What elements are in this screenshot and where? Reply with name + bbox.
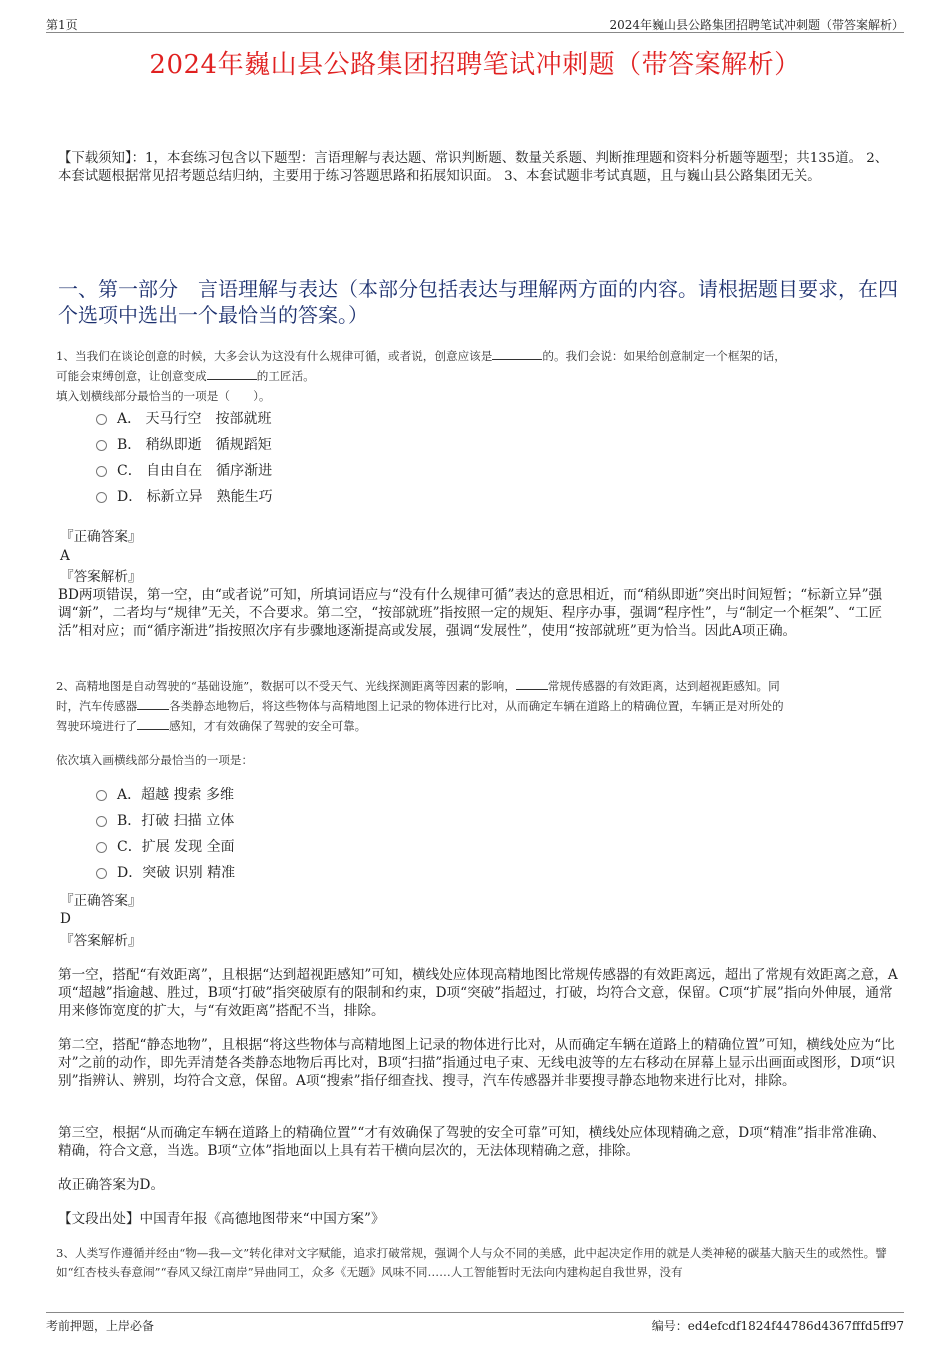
footer-slogan: 考前押题，上岸必备 [46,1319,155,1333]
question-2-stem: 2、高精地图是自动驾驶的“基础设施”，数据可以不受天气、光线探测距离等因素的影响， 常规传感器的有效距离，达到超视距感知。同 时，汽车传感器 各类静态地物后，将这些物体与高精地图上记录的物体进行比对，从而确定车辆在道路上的精确位置，车辆正是对所处的 驾驶环境进行了 感知，才有效确保了驾驶的安全可靠。 [56,679,784,733]
blank [207,379,257,380]
q2-analysis-label: 『答案解析』 [60,933,142,949]
q1-text-c: 可能会束缚创意，让创意变成 [56,369,207,383]
q1-analysis: BD两项错误，第一空，由“或者说”可知，所填词语应与“没有什么规律可循”表达的意思相近，而“稍纵即逝”突出时间短暂；“标新立异”强调“新”，二者均与“规律”无关，不合要求。第二空，“按部就班”指按照一定的规矩、程序办事，强调“程序性”，与“制定一个框架”、“工匠活”相对应；而“循序渐进”指按照次序有步骤地逐渐提高或发展，强调“发展性”，使用“按部就班”更为恰当。因此A项正确。 [58,587,883,639]
section-heading: 一、第一部分 言语理解与表达（本部分包括表达与理解两方面的内容。请根据题目要求，在四个选项中选出一个最恰当的答案。） [58,277,898,327]
page-header [46,14,904,33]
blank [492,359,542,360]
q2-answer-label: 『正确答案』 [60,893,142,909]
q1-answer-label: 『正确答案』 [60,529,142,545]
radio-icon[interactable] [96,414,107,425]
page-footer [46,1312,904,1333]
header-doc-title: 2024年巍山县公路集团招聘笔试冲刺题（带答案解析） [609,18,904,32]
radio-icon[interactable] [96,466,107,477]
radio-icon[interactable] [96,440,107,451]
radio-icon[interactable] [96,492,107,503]
q2-option-c[interactable]: C．扩展 发现 全面 [96,834,235,860]
q2-options [96,782,235,886]
radio-icon[interactable] [96,816,107,827]
download-notice: 【下载须知】：1，本套练习包含以下题型：言语理解与表达题、常识判断题、数量关系题、判断推理题和资料分析题等题型；共135道。 2、本套试题根据常见招考题总结归纳，主要用于练习答题思路和拓展知识面。 3、本套试题非考试真题，且与巍山县公路集团无关。 [58,151,889,184]
radio-icon[interactable] [96,868,107,879]
page-number: 第1页 [46,18,78,32]
q1-option-c[interactable]: C． 自由自在 循序渐进 [96,458,273,484]
q2-analysis-p3: 第三空，根据“从而确定车辆在道路上的精确位置”“才有效确保了驾驶的安全可靠”可知，横线处应体现精确之意，D项“精准”指非常准确、精确，符合文意，当选。B项“立体”指地面以上具有若干横向层次的，无法体现精确之意，排除。 [58,1125,886,1159]
q2-conclusion: 故正确答案为D。 [58,1177,165,1193]
blank [137,729,169,730]
q2-source: 【文段出处】中国青年报《高德地图带来“中国方案”》 [58,1211,385,1227]
q1-analysis-label: 『答案解析』 [60,569,142,585]
q1-answer: A [60,548,70,564]
q1-text-a: 1、当我们在谈论创意的时候，大多会认为这没有什么规律可循，或者说，创意应该是 [56,349,493,363]
q1-options [96,406,273,510]
radio-icon[interactable] [96,842,107,853]
question-3-stem: 3、人类写作遵循并经由“物—我—文”转化律对文字赋能，追求打破常规，强调个人与众不同的美感，此中起决定作用的就是人类神秘的碳基大脑天生的或然性。譬如“红杏枝头春意闹”“春风又绿江南岸”异曲同工，众多《无题》风味不同……人工智能暂时无法向内建构起自我世界，没有 [56,1246,887,1279]
question-1-stem [56,346,906,406]
radio-icon[interactable] [96,790,107,801]
blank [137,709,169,710]
q1-option-d[interactable]: D． 标新立异 熟能生巧 [96,484,273,510]
blank [516,689,548,690]
q1-text-d: 的工匠活。 [256,369,315,383]
footer-code: 编号：ed4efcdf1824f44786d4367fffd5ff97 [651,1319,904,1333]
q2-option-a[interactable]: A．超越 搜索 多维 [96,782,235,808]
q2-option-d[interactable]: D．突破 识别 精准 [96,860,235,886]
q2-answer: D [60,911,71,927]
q1-option-b[interactable]: B． 稍纵即逝 循规蹈矩 [96,432,273,458]
q2-analysis-p2: 第二空，搭配“静态地物”，且根据“将这些物体与高精地图上记录的物体进行比对，从而确定车辆在道路上的精确位置”可知，横线处应为“比对”之前的动作，即先弄清楚各类静态地物后再比对，B项“扫描”指通过电子束、无线电波等的左右移动在屏幕上显示出画面或图形，D项“识别”指辨认、辨别，均符合文意，保留。A项“搜索”指仔细查找、搜寻，汽车传感器并非要搜寻静态地物来进行比对，排除。 [58,1037,896,1089]
q2-option-b[interactable]: B．打破 扫描 立体 [96,808,235,834]
q1-prompt: 填入划横线部分最恰当的一项是（ ）。 [56,389,271,403]
q2-prompt: 依次填入画横线部分最恰当的一项是： [56,753,254,767]
document-title: 2024年巍山县公路集团招聘笔试冲刺题（带答案解析） [149,50,801,80]
q1-text-b: 的。我们会说：如果给创意制定一个框架的话， [542,349,786,363]
q2-analysis-p1: 第一空，搭配“有效距离”，且根据“达到超视距感知”可知，横线处应体现高精地图比常规传感器的有效距离远，超出了常规有效距离之意，A项“超越”指逾越、胜过，B项“打破”指突破原有的限制和约束，D项“突破”指超过，打破，均符合文意，保留。C项“扩展”指向外伸展，通常用来修饰宽度的扩大，与“有效距离”搭配不当，排除。 [58,967,898,1019]
q1-option-a[interactable]: A． 天马行空 按部就班 [96,406,273,432]
